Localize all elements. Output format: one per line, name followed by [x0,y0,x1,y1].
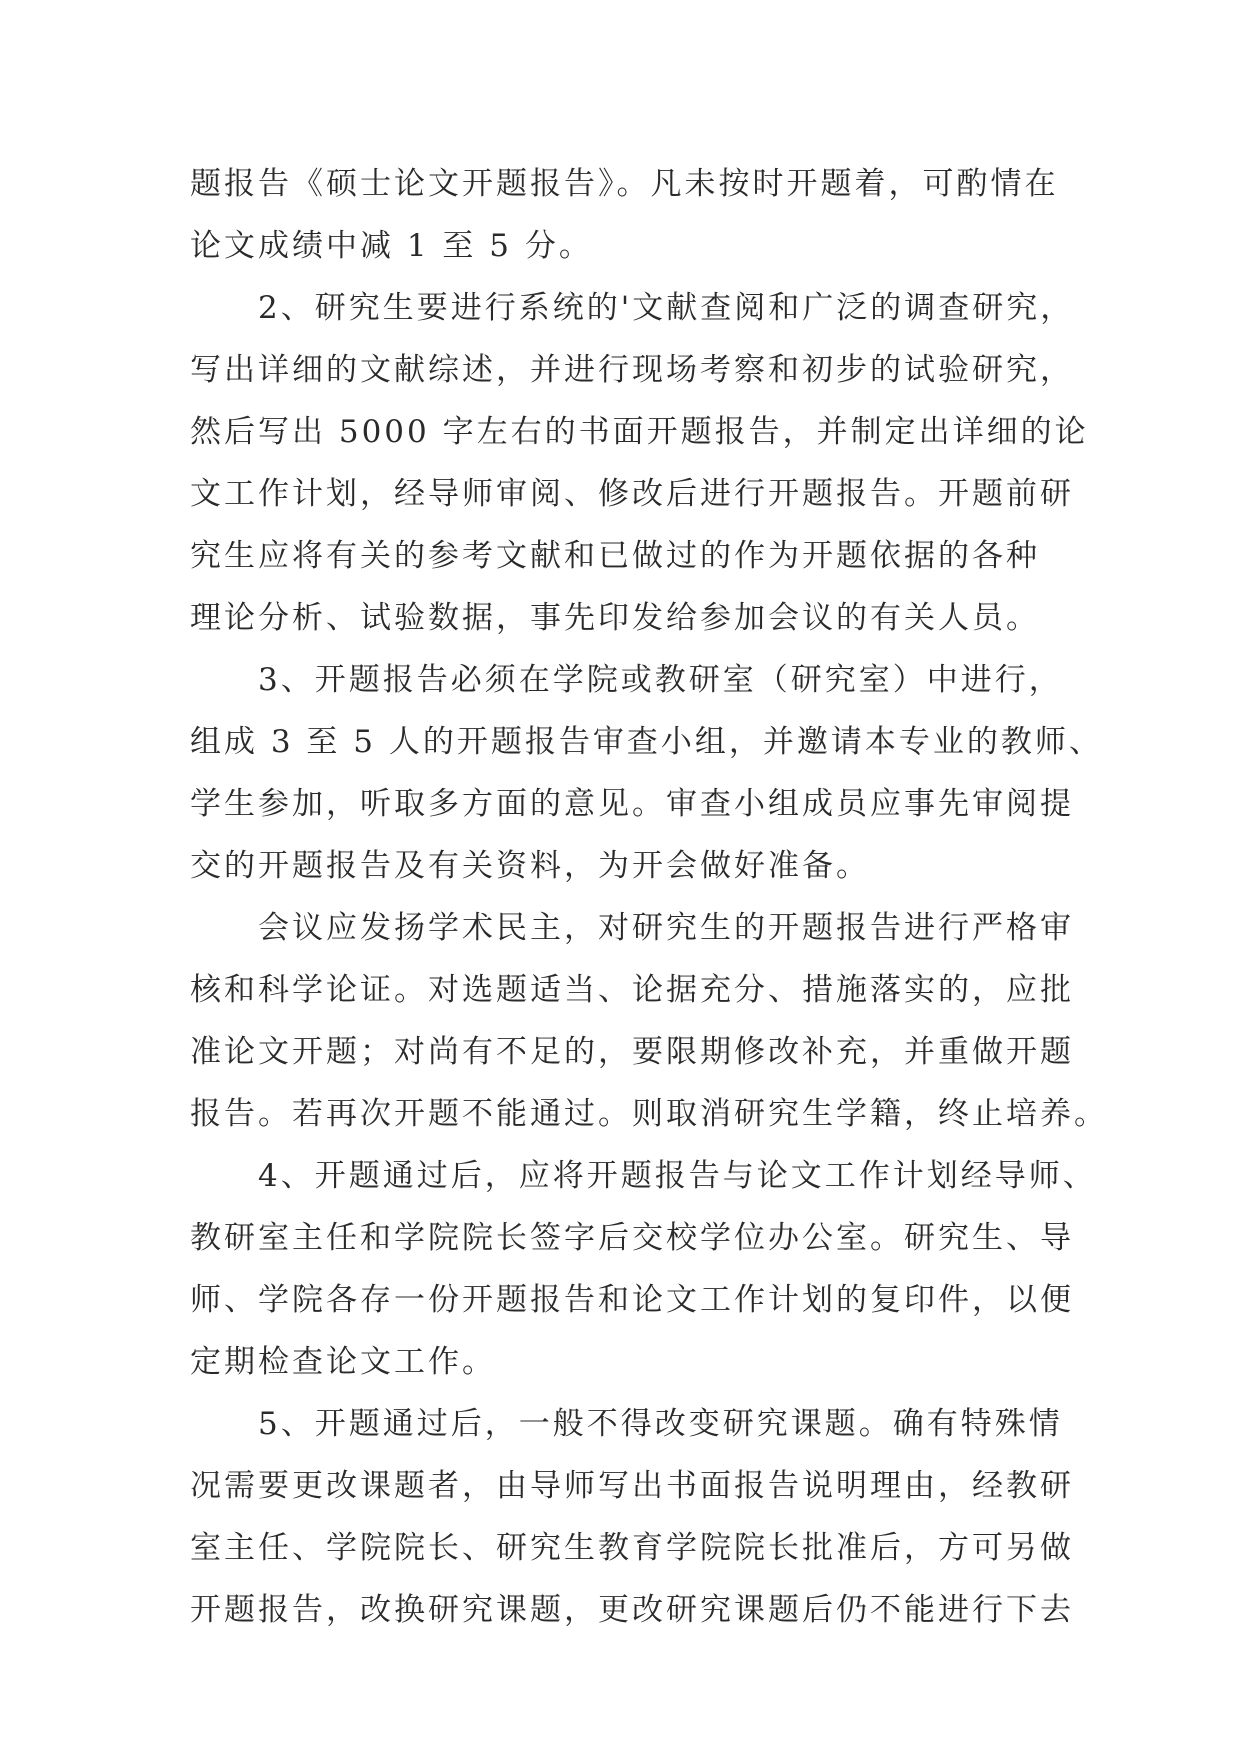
document-body [190,153,1108,1641]
text-line: 学生参加，听取多方面的意见。审查小组成员应事先审阅提 [190,786,1074,822]
text-line: 交的开题报告及有关资料，为开会做好准备。 [190,848,870,884]
text-line: 教研室主任和学院院长签字后交校学位办公室。研究生、导 [190,1220,1074,1256]
text-line: 文工作计划，经导师审阅、修改后进行开题报告。开题前研 [190,476,1074,512]
text-line: 写出详细的文献综述，并进行现场考察和初步的试验研究， [190,352,1074,388]
text-line: 组成 3 至 5 人的开题报告审查小组，并邀请本专业的教师、 [190,724,1103,760]
text-line: 开题报告，改换研究课题，更改研究课题后仍不能进行下去 [190,1592,1074,1628]
text-line: 室主任、学院院长、研究生教育学院院长批准后，方可另做 [190,1530,1074,1566]
text-line: 3、开题报告必须在学院或教研室（研究室）中进行， [190,662,1063,698]
text-line: 题报告《硕士论文开题报告》。凡未按时开题着，可酌情在 [190,166,1059,202]
text-line: 论文成绩中减 1 至 5 分。 [190,228,593,264]
text-line: 5、开题通过后，一般不得改变研究课题。确有特殊情 [190,1406,1063,1442]
text-line: 究生应将有关的参考文献和已做过的作为开题依据的各种 [190,538,1040,574]
text-line: 核和科学论证。对选题适当、论据充分、措施落实的，应批 [190,972,1074,1008]
text-line: 4、开题通过后，应将开题报告与论文工作计划经导师、 [190,1158,1097,1194]
text-line: 2、研究生要进行系统的'文献查阅和广泛的调查研究， [190,290,1075,326]
text-line: 师、学院各存一份开题报告和论文工作计划的复印件，以便 [190,1282,1074,1318]
text-line: 准论文开题；对尚有不足的，要限期修改补充，并重做开题 [190,1034,1074,1070]
text-line: 定期检查论文工作。 [190,1344,496,1380]
text-line: 理论分析、试验数据，事先印发给参加会议的有关人员。 [190,600,1040,636]
text-line: 会议应发扬学术民主，对研究生的开题报告进行严格审 [190,910,1074,946]
text-line: 况需要更改课题者，由导师写出书面报告说明理由，经教研 [190,1468,1074,1504]
text-line: 然后写出 5000 字左右的书面开题报告，并制定出详细的论 [190,414,1089,450]
text-line: 报告。若再次开题不能通过。则取消研究生学籍，终止培养。 [190,1096,1108,1132]
